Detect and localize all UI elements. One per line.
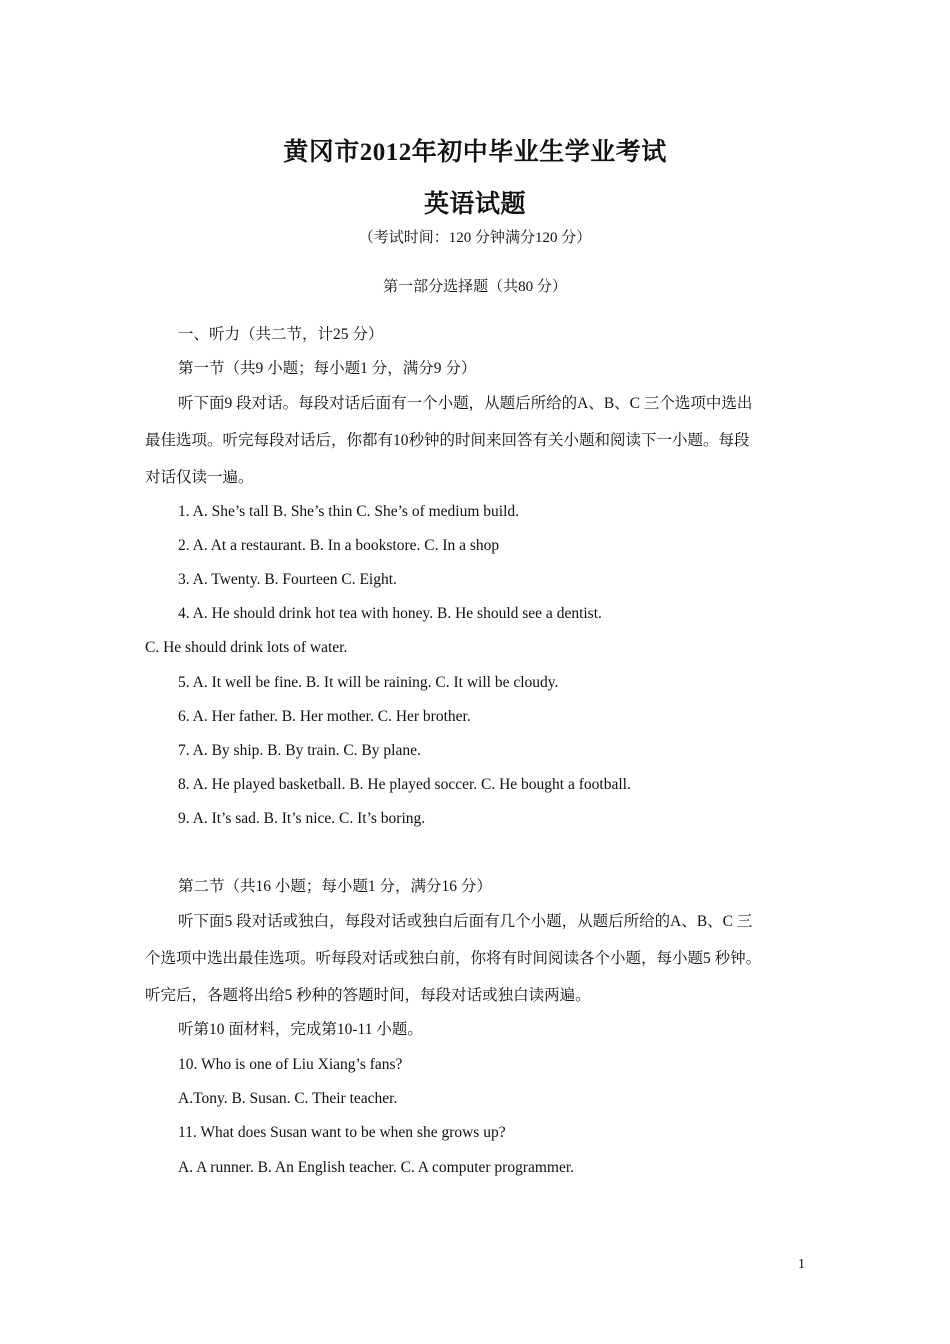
question-item: 11. What does Susan want to be when she grows up? [178,1124,506,1141]
question-item: 10. Who is one of Liu Xiang’s fans? [178,1056,403,1073]
question-item: 2. A. At a restaurant. B. In a bookstore. C. In a shop [178,537,500,554]
listening-heading: 一、听力（共二节，计25 分） [178,326,384,343]
section2-instruction: 听完后，各题将出给5 秒种的答题时间，每段对话或独白读两遍。 [145,987,591,1004]
section1-instruction: 对话仅读一遍。 [145,469,254,486]
section2-instruction: 个选项中选出最佳选项。听每段对话或独白前，你将有时间阅读各个小题，每小题5 秒钟。 [145,950,762,967]
section1-heading: 第一节（共9 小题；每小题1 分，满分9 分） [178,360,477,377]
section2-instruction: 听下面5 段对话或独白，每段对话或独白后面有几个小题，从题后所给的A、B、C 三 [178,913,753,930]
exam-subtitle: 英语试题 [423,191,526,218]
question-item: 4. A. He should drink hot tea with honey. B. He should see a dentist. [178,605,602,622]
question-item: 3. A. Twenty. B. Fourteen C. Eight. [178,571,397,588]
part-one-heading: 第一部分选择题（共80 分） [383,279,567,295]
question-item: C. He should drink lots of water. [145,639,348,656]
section1-instruction: 最佳选项。听完每段对话后，你都有10秒钟的时间来回答有关小题和阅读下一小题。每段 [145,432,750,449]
material-note: 听第10 面材料，完成第10-11 小题。 [178,1021,423,1038]
question-item: 7. A. By ship. B. By train. C. By plane. [178,742,421,759]
question-item: 1. A. She’s tall B. She’s thin C. She’s of medium build. [178,503,520,520]
section2-heading: 第二节（共16 小题；每小题1 分，满分16 分） [178,878,492,895]
exam-time-note: （考试时间：120 分钟满分120 分） [358,230,592,246]
section1-instruction: 听下面9 段对话。每段对话后面有一个小题，从题后所给的A、B、C 三个选项中选出 [178,395,753,412]
question-item: 5. A. It well be fine. B. It will be raining. C. It will be cloudy. [178,674,559,691]
question-item: 6. A. Her father. B. Her mother. C. Her brother. [178,708,471,725]
question-item: 8. A. He played basketball. B. He played soccer. C. He bought a football. [178,776,631,793]
question-item: A. A runner. B. An English teacher. C. A computer programmer. [178,1159,575,1176]
page-number: 1 [798,1257,805,1272]
question-item: 9. A. It’s sad. B. It’s nice. C. It’s boring. [178,810,426,827]
exam-title: 黄冈市2012年初中毕业生学业考试 [283,139,667,166]
question-item: A.Tony. B. Susan. C. Their teacher. [178,1090,398,1107]
